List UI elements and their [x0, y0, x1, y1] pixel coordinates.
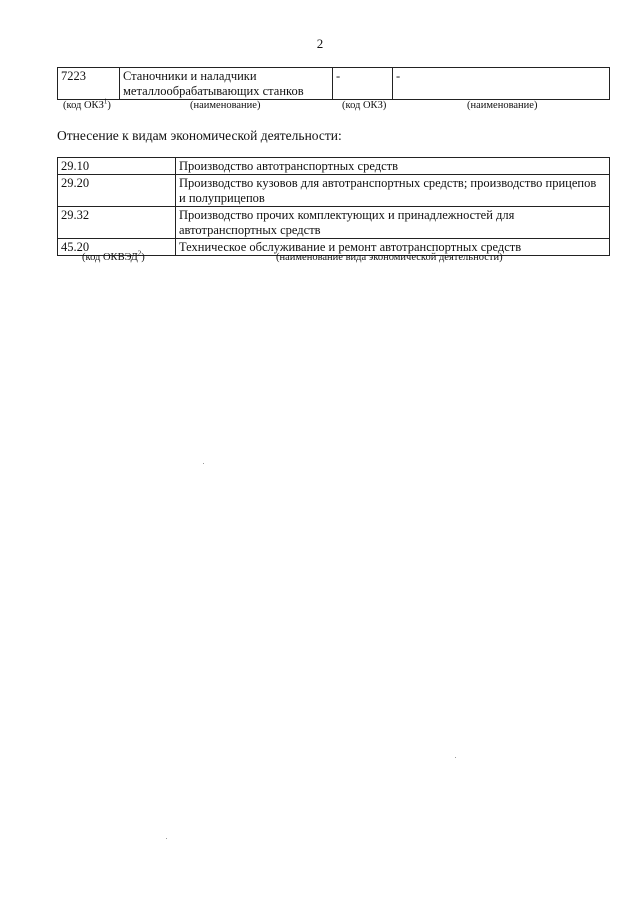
table-row [58, 158, 610, 175]
okved-name-cell: Производство прочих комплектующих и принадлежностей для автотранспортных средств [176, 207, 610, 239]
okved-code-cell: 45.20 [58, 239, 176, 256]
okved-code-cell: 29.20 [58, 175, 176, 207]
okz-code-caption: (код ОКЗ$^1$) [63, 97, 111, 111]
okved-code-caption: (код ОКВЭД$^2$) [82, 249, 145, 263]
table-row [58, 68, 610, 100]
okved-code-cell: 29.32 [58, 207, 176, 239]
okved-name-cell: Производство автотранспортных средств [176, 158, 610, 175]
okz-code-cell: 7223 [58, 68, 120, 100]
scan-speck [203, 463, 204, 464]
scan-speck [455, 757, 456, 758]
footnote-marker: 1 [103, 97, 108, 106]
okz-code2-caption: (код ОКЗ) [342, 100, 387, 111]
okved-name-cell: Производство кузовов для автотранспортных средств; производство прицепов и полуприцепов [176, 175, 610, 207]
okz-name2-cell: - [393, 68, 610, 100]
okz-name-cell: Станочники и наладчики металлообрабатывающих станков [120, 68, 333, 100]
okz-table [57, 67, 610, 100]
table-row [58, 207, 610, 239]
okz-name2-caption: (наименование) [467, 100, 538, 111]
okved-name-cell: Техническое обслуживание и ремонт автотранспортных средств [176, 239, 610, 256]
okz-name-caption: (наименование) [190, 100, 261, 111]
okved-code-cell: 29.10 [58, 158, 176, 175]
okved-table [57, 157, 610, 256]
table-row [58, 175, 610, 207]
page-number: 2 [316, 36, 324, 51]
scan-speck [166, 838, 167, 839]
okved-name-caption: (наименование вида экономической деятельности) [276, 252, 503, 263]
section-title: Отнесение к видам экономической деятельности: [57, 128, 342, 143]
footnote-marker: 2 [137, 249, 142, 258]
okz-code2-cell: - [333, 68, 393, 100]
